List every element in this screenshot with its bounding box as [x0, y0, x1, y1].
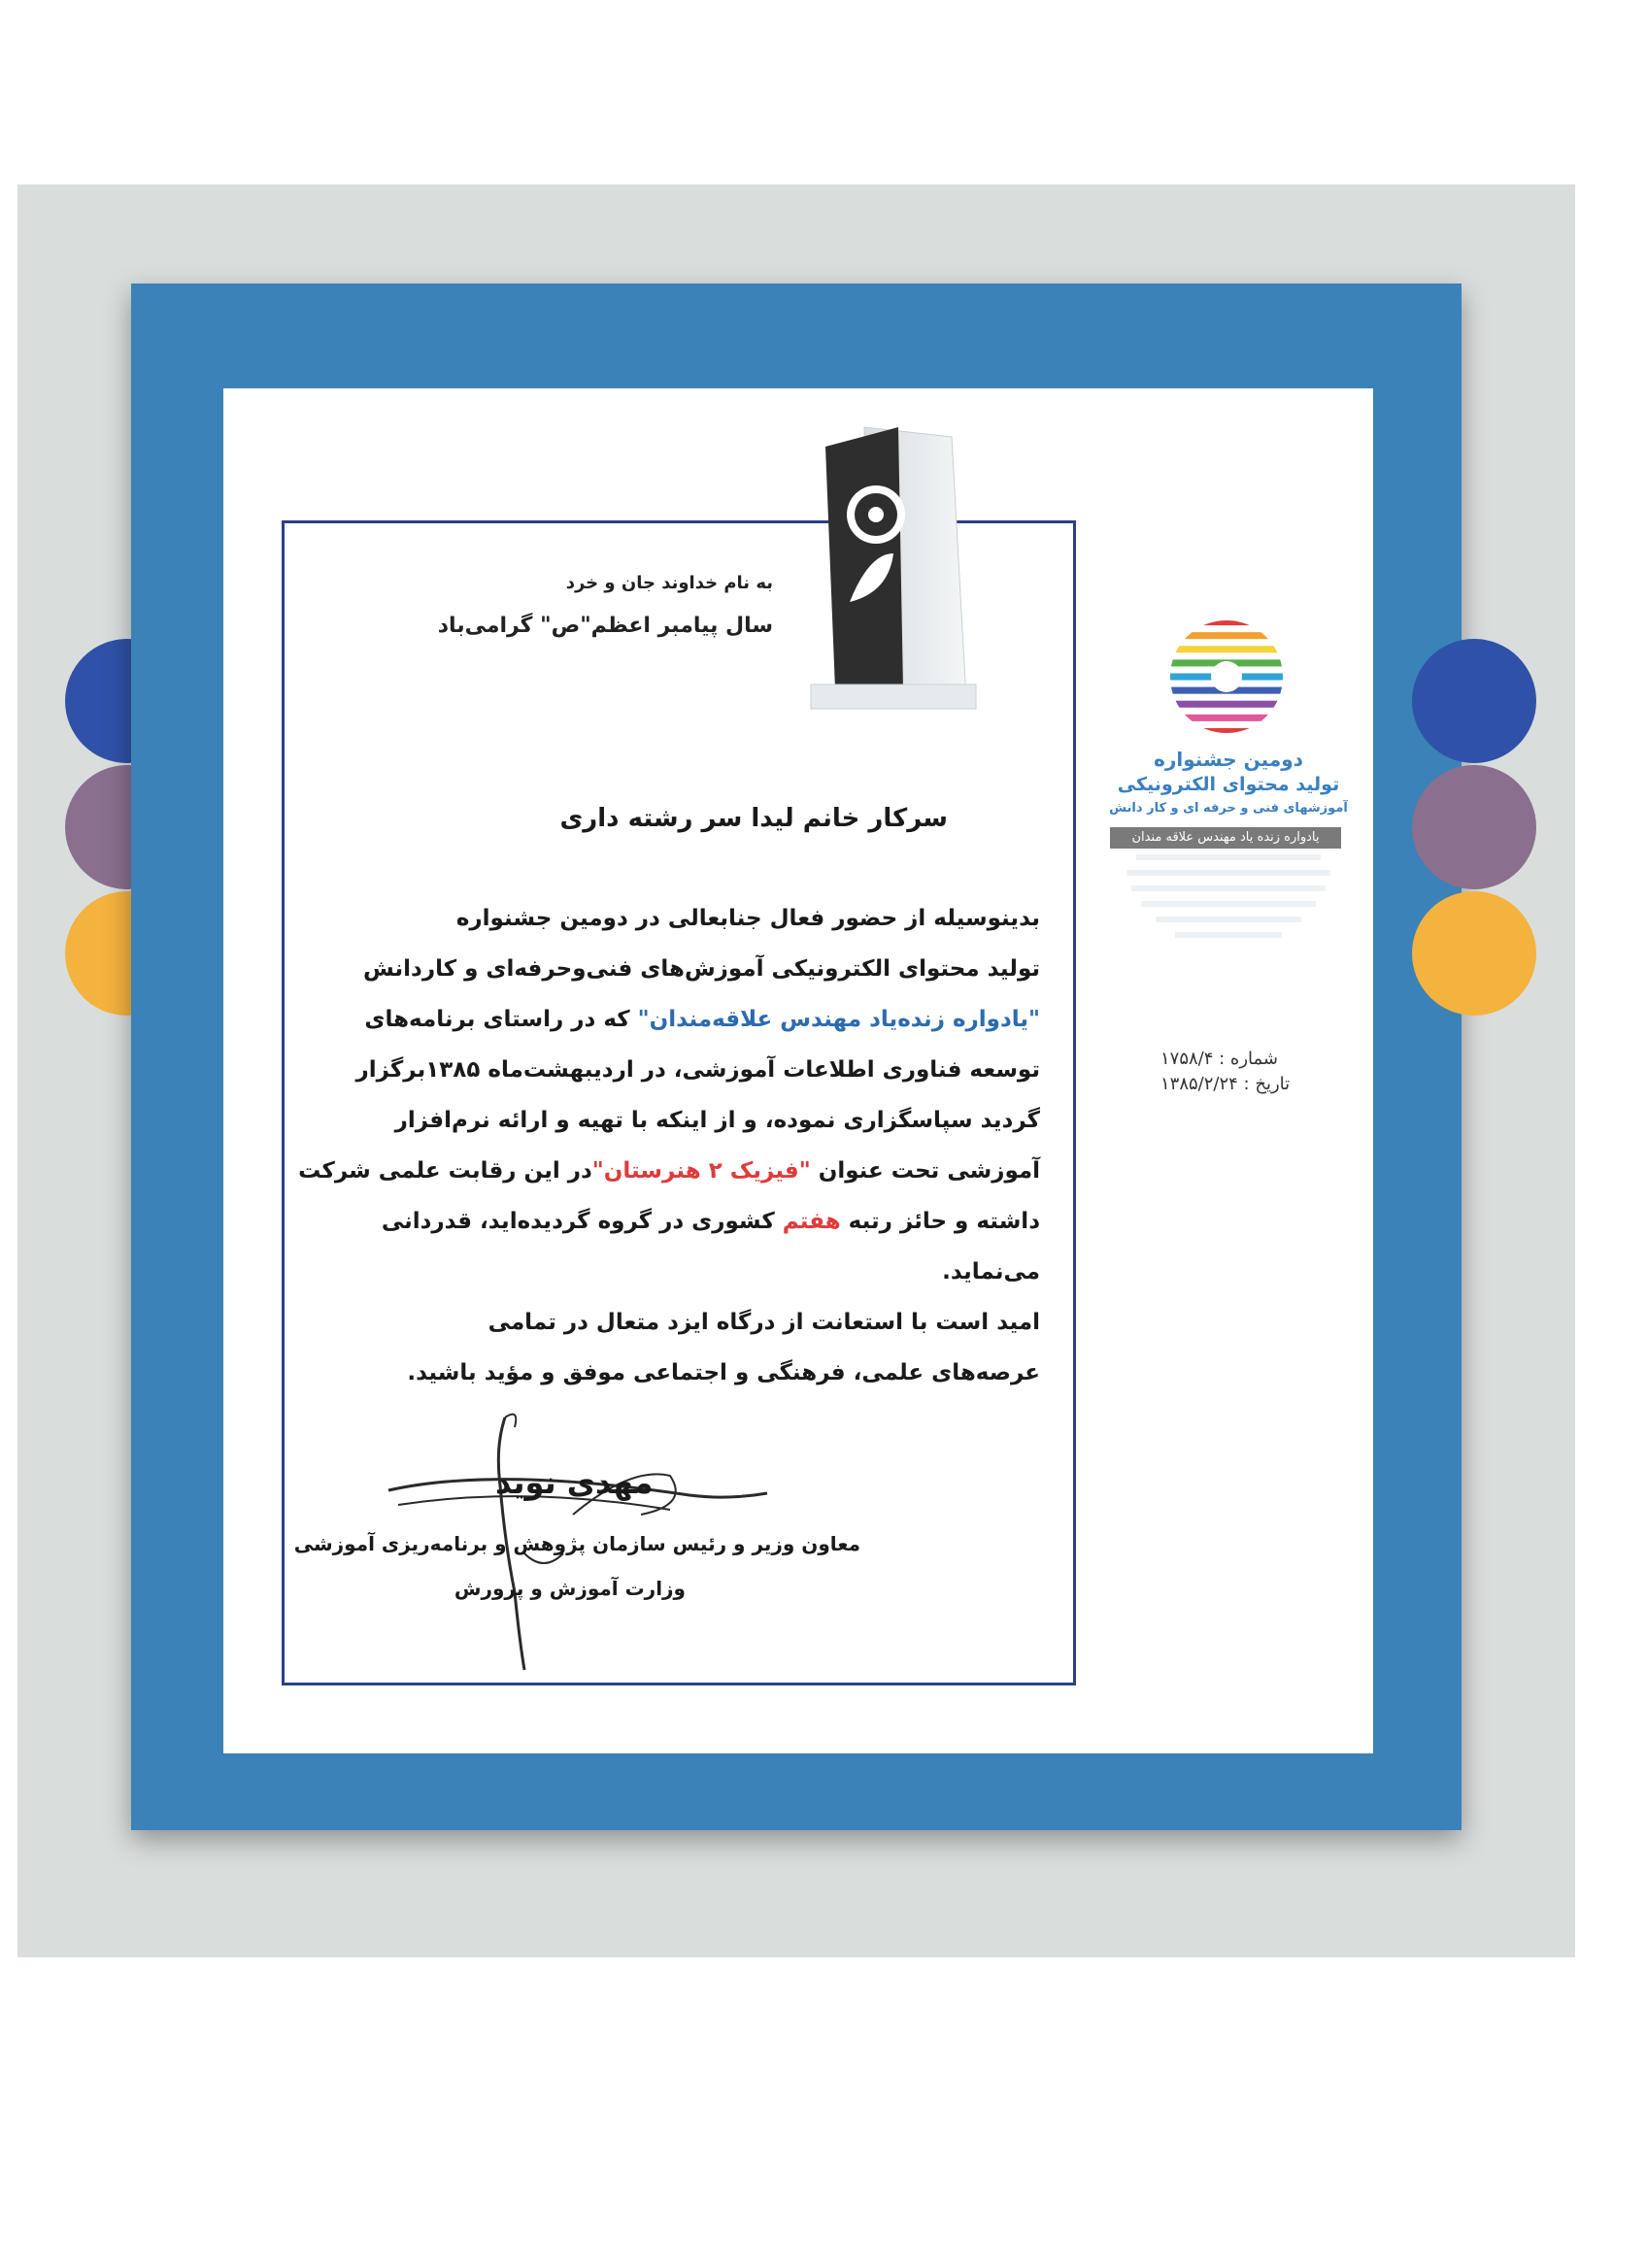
festival-logo-line1: دومین جشنواره: [1154, 748, 1303, 771]
logo-stripe: [1168, 728, 1285, 735]
festival-logo-line2: تولید محتوای الکترونیکی: [1117, 774, 1340, 795]
right-circle-mauve: [1412, 765, 1536, 889]
logo-stripe: [1168, 632, 1285, 639]
logo-stripe: [1168, 646, 1285, 652]
logo-stripe: [1168, 715, 1285, 721]
logo-stripe-shadow: [1107, 854, 1350, 1000]
logo-stripe: [1168, 701, 1285, 708]
body-line: [298, 1146, 1040, 1196]
signer-name: مهدی نوید: [495, 1464, 654, 1501]
ministry-name: وزارت آموزش و پرورش: [454, 1577, 686, 1600]
festival-logo-icon: [1168, 618, 1285, 735]
body-text-span: داشته و حائز رتبه: [840, 1209, 1040, 1234]
body-text-span: که در راستای برنامه‌های: [364, 1007, 638, 1032]
reference-date: تاریخ : ۱۳۸۵/۲/۲۴: [1160, 1074, 1291, 1094]
signer-title: معاون وزیر و رئیس سازمان پژوهش و برنامه‌ریزی آموزشی: [293, 1532, 860, 1555]
festival-logo-line4: یادواره زنده یاد مهندس علاقه مندان: [1131, 830, 1320, 845]
reference-number: شماره : ۱۷۵۸/۴: [1160, 1049, 1279, 1069]
trophy-image: [796, 408, 981, 718]
body-line: [335, 994, 1040, 1045]
body-line: بدینوسیله از حضور فعال جنابعالی در دومین جشنواره: [455, 906, 1040, 931]
body-text-span: آموزشی تحت عنوان: [810, 1158, 1040, 1184]
body-line: عرصه‌های علمی، فرهنگی و اجتماعی موفق و مؤید باشید.: [407, 1360, 1040, 1385]
recipient-name: سرکار خانم لیدا سر رشته داری: [559, 804, 948, 833]
year-motto: سال پیامبر اعظم"ص" گرامی‌باد: [437, 614, 773, 638]
festival-name-highlight: "یادواره زنده‌یاد مهندس علاقه‌مندان": [637, 1007, 1040, 1032]
festival-logo-line3: آموزشهای فنی و حرفه ای و کار دانش: [1109, 801, 1348, 816]
body-line: امید است با استعانت از درگاه ایزد متعال در تمامی: [487, 1310, 1040, 1335]
body-line: تولید محتوای الکترونیکی آموزش‌های فنی‌وحرفه‌ای و کاردانش: [363, 956, 1040, 982]
letter-body: [298, 893, 1040, 1398]
body-line: توسعه فناوری اطلاعات آموزشی، در اردیبهشت‌ماه ۱۳۸۵برگزار: [355, 1057, 1040, 1083]
rank-highlight: هفتم: [782, 1209, 841, 1234]
logo-stripe: [1168, 618, 1285, 625]
body-line: گردید سپاسگزاری نموده، و از اینکه با تهیه و ارائه نرم‌افزار: [394, 1108, 1040, 1133]
bismillah-heading: به نام خداوند جان و خرد: [565, 573, 773, 593]
right-circle-gold: [1412, 891, 1536, 1016]
body-text-span: در این رقابت علمی شرکت: [298, 1158, 592, 1184]
software-title-highlight: "فیزیک ۲ هنرستان": [591, 1158, 811, 1184]
right-circle-blue: [1412, 639, 1536, 763]
body-text-span: کشوری در گروه گردیده‌اید، قدردانی: [381, 1209, 783, 1234]
body-line: [335, 1196, 1040, 1247]
body-line: می‌نماید.: [942, 1259, 1040, 1284]
